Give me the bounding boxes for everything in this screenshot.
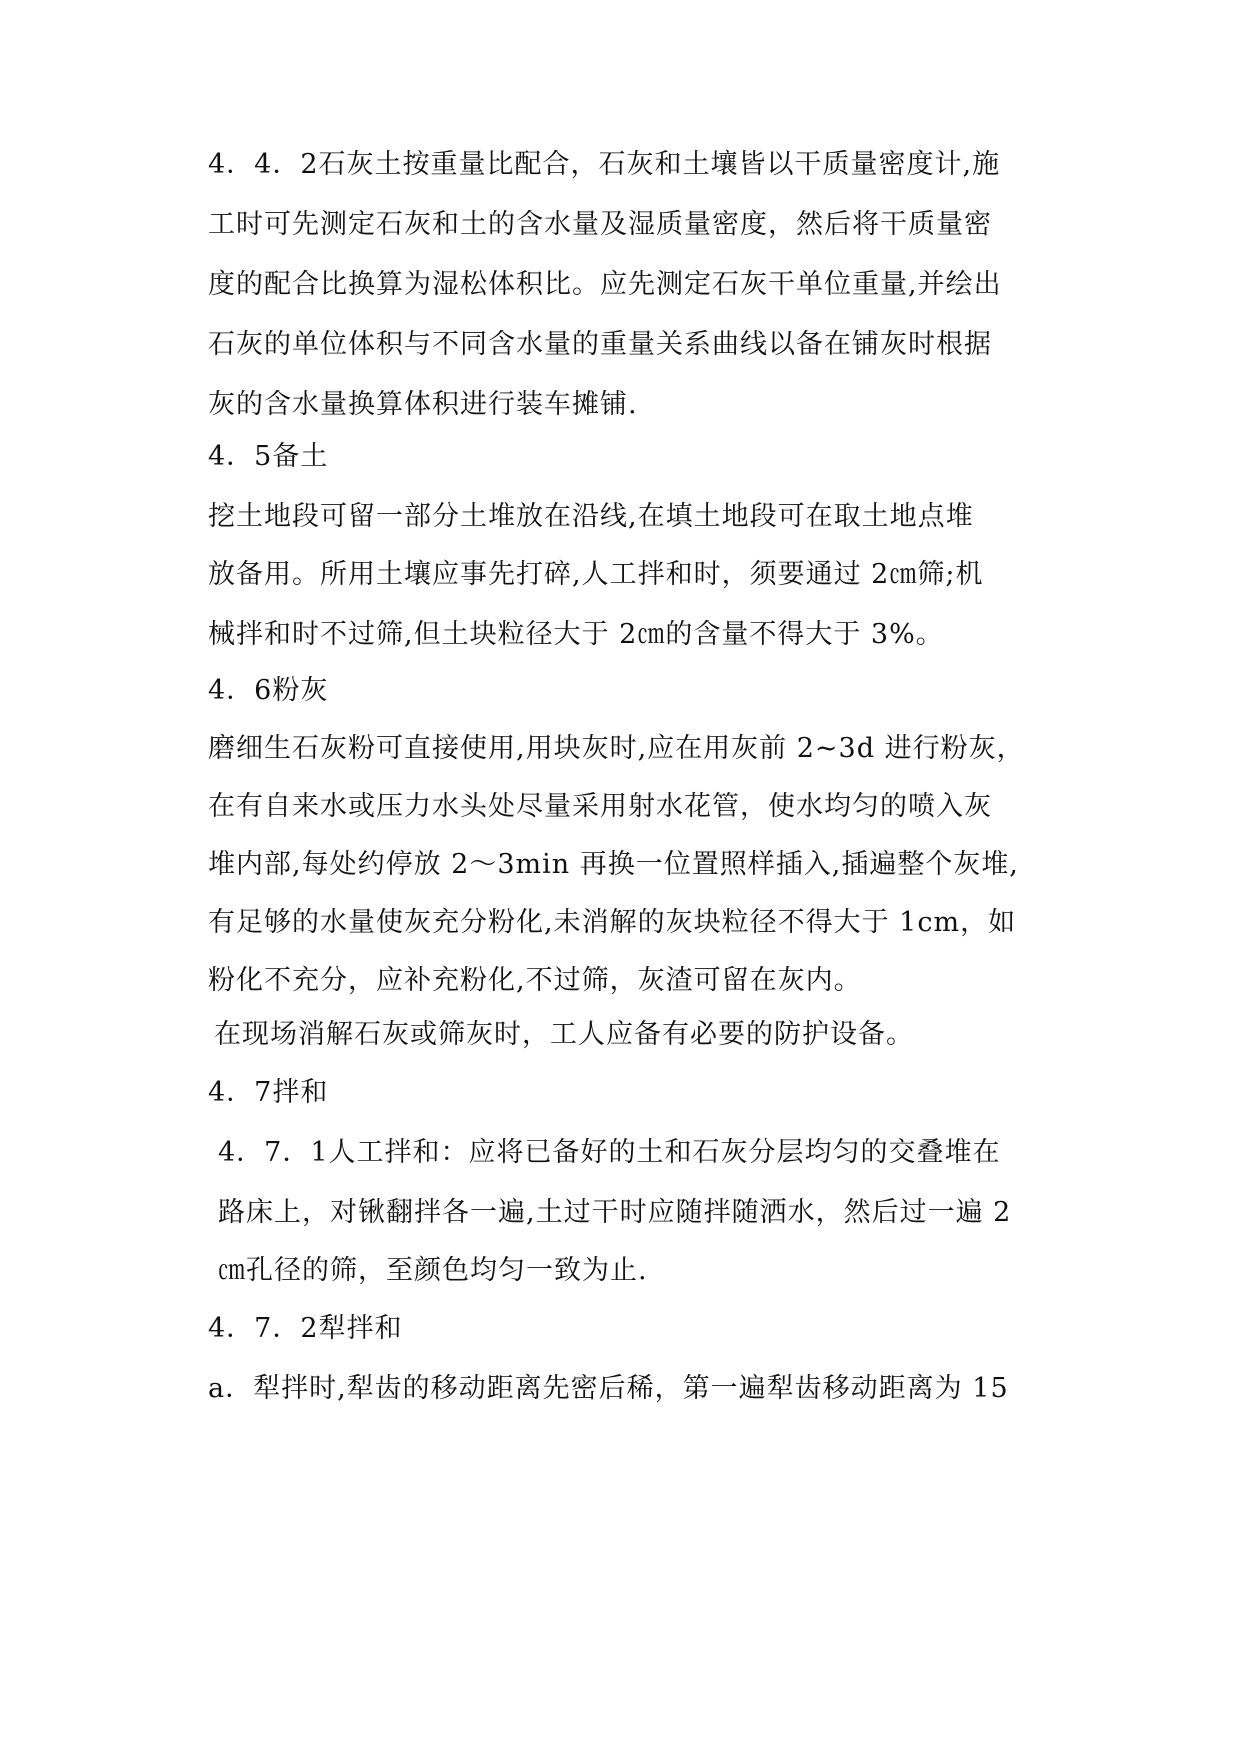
- text-line: 挖土地段可留一部分土堆放在沿线,在填土地段可在取土地点堆: [208, 501, 974, 532]
- section-heading: 4．5备土: [208, 441, 329, 472]
- text-line: 灰的含水量换算体积进行装车摊铺.: [208, 389, 638, 420]
- text-line: 度的配合比换算为湿松体积比。应先测定石灰干单位重量,并绘出: [208, 269, 1002, 300]
- text-line: a．犁拌时,犁齿的移动距离先密后稀，第一遍犁齿移动距离为 15: [208, 1373, 1009, 1404]
- text-line: 路床上，对锹翻拌各一遍,土过干时应随拌随洒水，然后过一遍 2: [218, 1197, 1012, 1228]
- text-line: 粉化不充分，应补充粉化,不过筛，灰渣可留在灰内。: [208, 965, 862, 996]
- text-line: 4．4．2石灰土按重量比配合，石灰和土壤皆以干质量密度计,施: [208, 149, 1001, 180]
- section-heading: 4．6粉灰: [208, 675, 329, 706]
- text-line: 械拌和时不过筛,但土块粒径大于 2㎝的含量不得大于 3%。: [208, 619, 944, 650]
- text-line: 堆内部,每处约停放 2～3min 再换一位置照样插入,插遍整个灰堆,: [208, 849, 1019, 880]
- text-line: 工时可先测定石灰和土的含水量及湿质量密度，然后将干质量密: [208, 209, 992, 240]
- section-heading: 4．7．2犁拌和: [208, 1313, 403, 1344]
- text-line: 磨细生石灰粉可直接使用,用块灰时,应在用灰前 2~3d 进行粉灰，: [208, 733, 1025, 764]
- text-line: 在现场消解石灰或筛灰时，工人应备有必要的防护设备。: [214, 1019, 914, 1050]
- text-line: 4．7．1人工拌和：应将已备好的土和石灰分层均匀的交叠堆在: [218, 1137, 1001, 1168]
- section-heading: 4．7拌和: [208, 1077, 329, 1108]
- text-line: 有足够的水量使灰充分粉化,未消解的灰块粒径不得大于 1cm，如: [208, 907, 1017, 938]
- text-line: 放备用。所用土壤应事先打碎,人工拌和时，须要通过 2㎝筛;机: [208, 559, 984, 590]
- text-line: 石灰的单位体积与不同含水量的重量关系曲线以备在铺灰时根据: [208, 329, 992, 360]
- text-line: 在有自来水或压力水头处尽量采用射水花管，使水均匀的喷入灰: [208, 791, 992, 822]
- text-line: ㎝孔径的筛，至颜色均匀一致为止.: [218, 1255, 648, 1286]
